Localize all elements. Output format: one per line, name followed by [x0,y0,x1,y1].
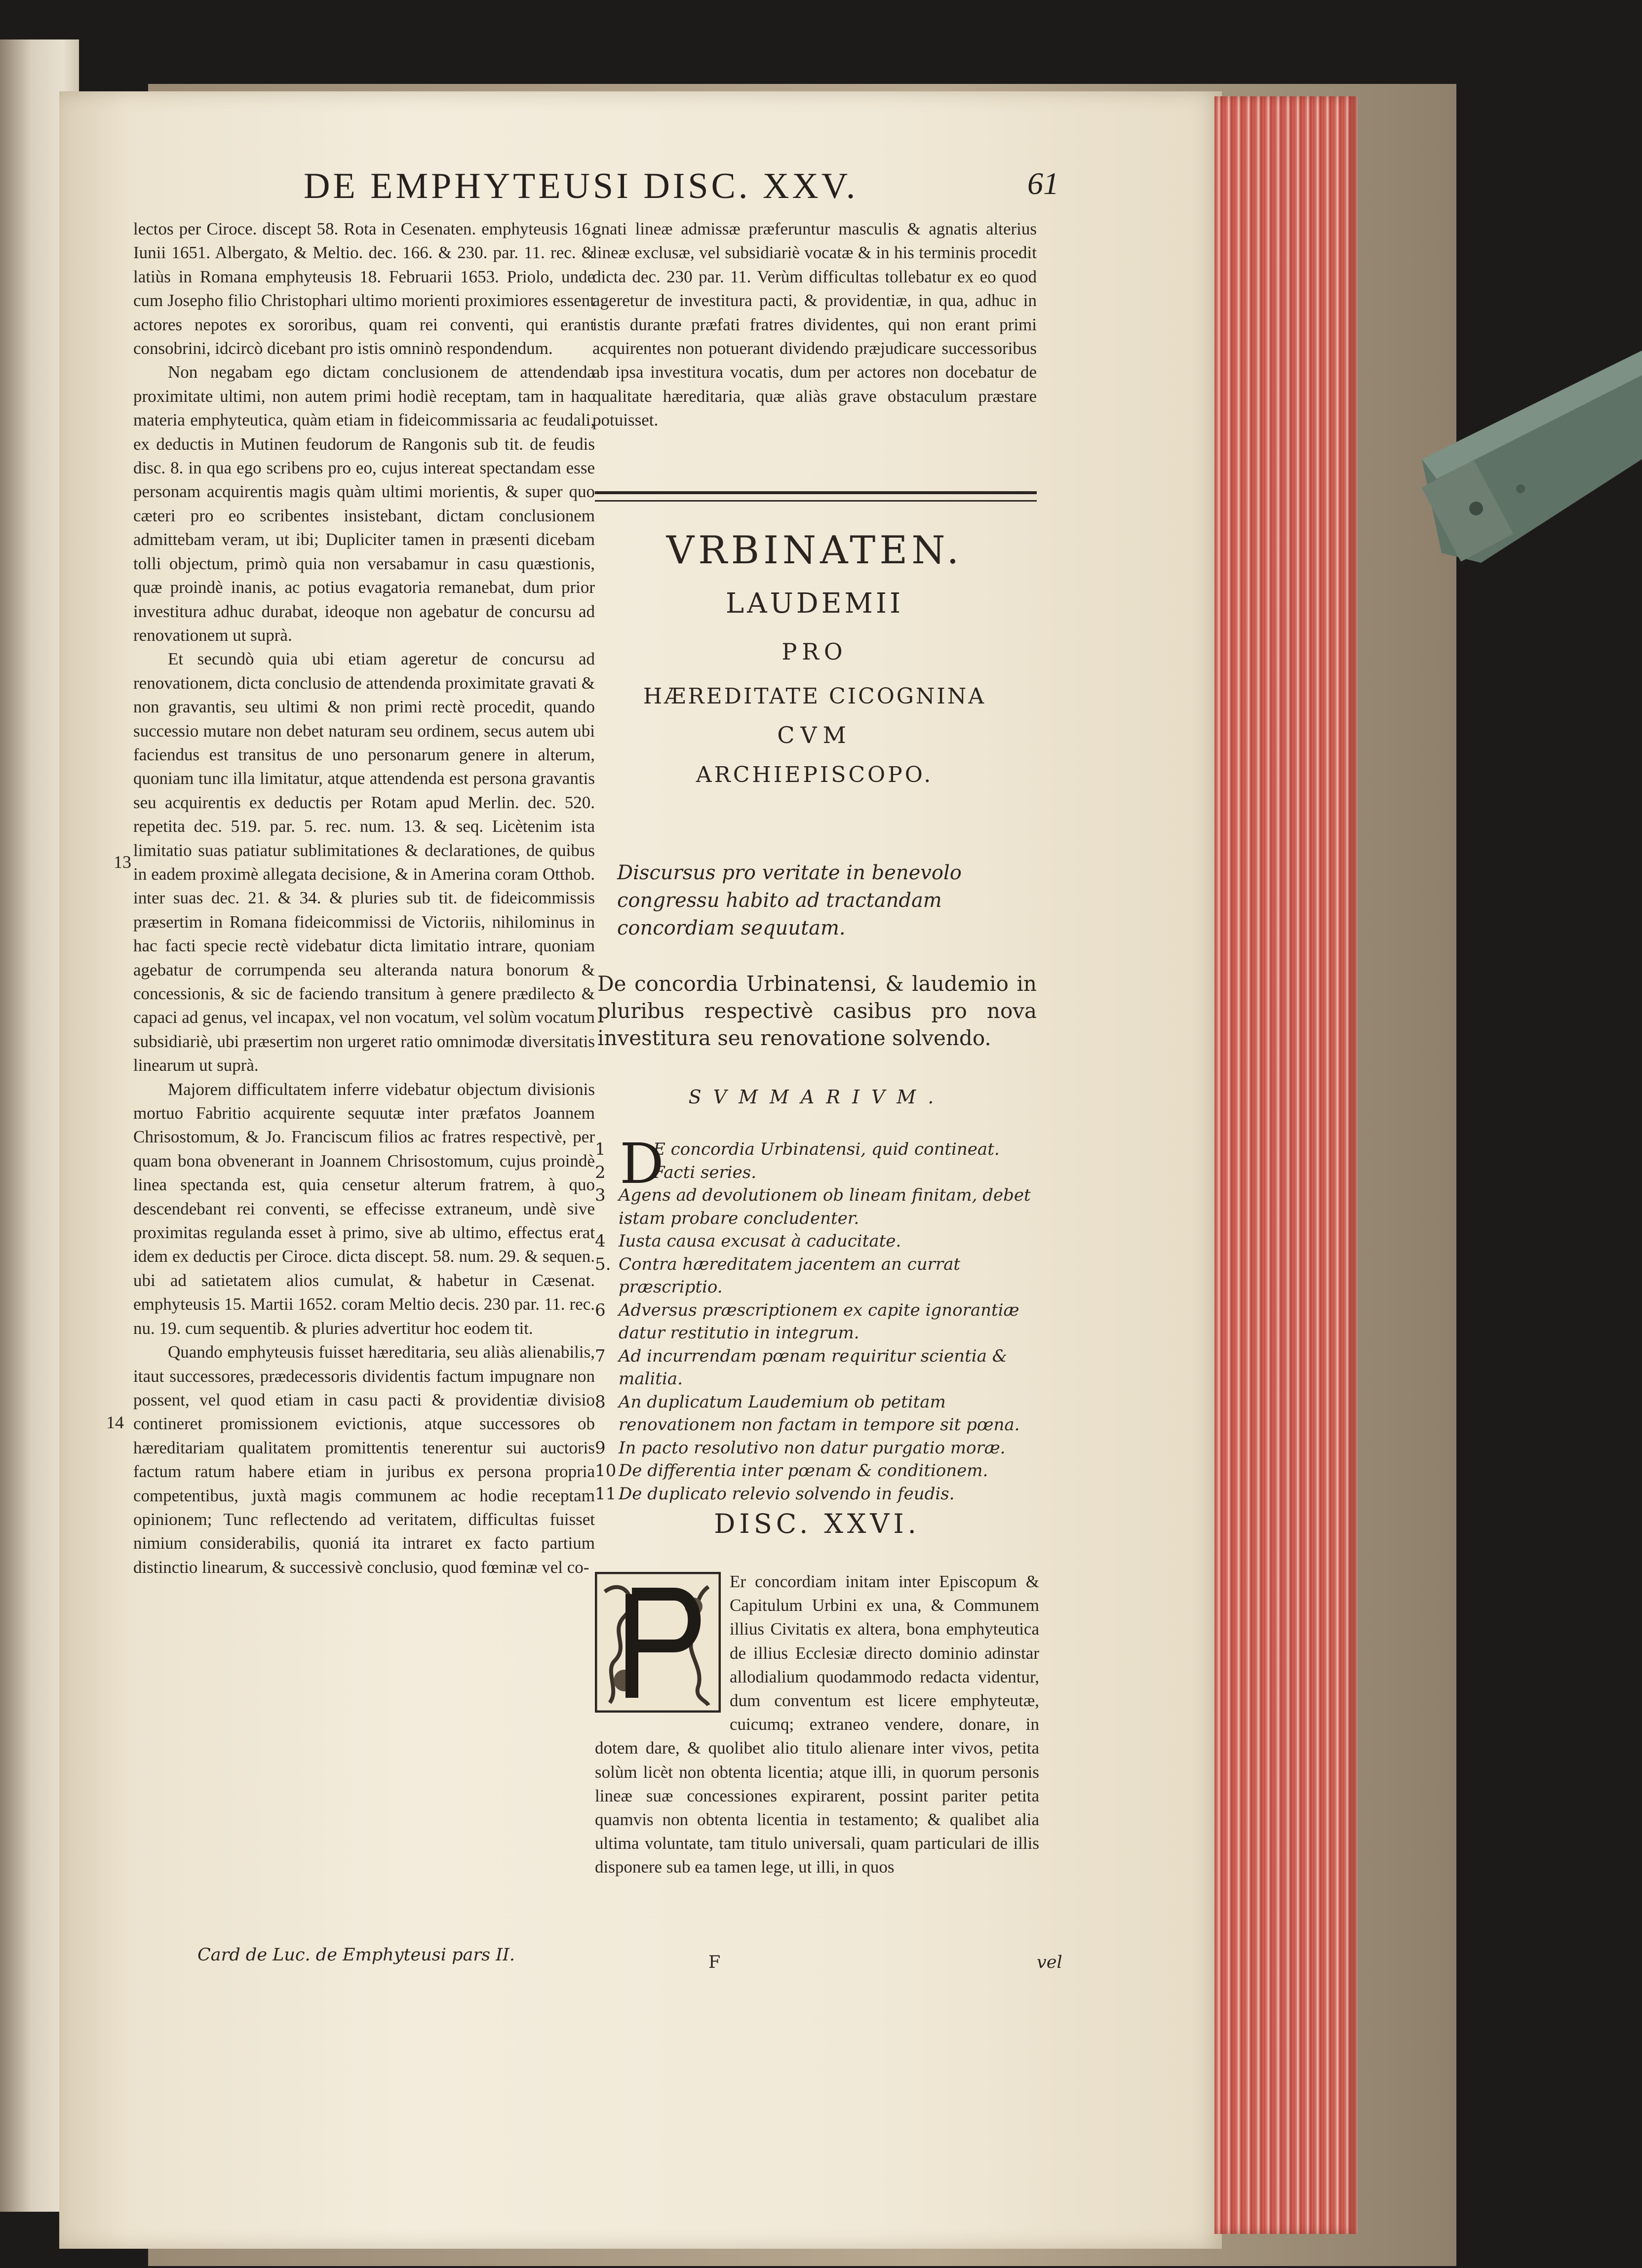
running-head: DE EMPHYTEUSI DISC. XXV. [304,166,859,206]
left-paragraph-2: Non negabam ego dictam conclusionem de attendenda proximitate ultimi, non autem primi hodiè receptam, tam in hac materia emphyteutica, quàm etiam in fideicommissaria ac feudali, ex deductis in Mutinen feudorum de Rangonis sub tit. de feudis disc. 8. in qua ego scribens pro eo, cujus intereat spectandam esse personam acquirentis magis quàm ultimi morientis, & super quo cæteri pro eo scribentes insistebant, dictam conclusionem admittebam veram, ut ibi; Dupliciter tamen in præsenti dicebam tolli objectum, primò quia non versabamur in casu quæstionis, quæ proindè inanis, ac potius evagatoria remanebat, dum prior investitura adhuc durabat, ideoque non agebatur de concursu ad renovationem ut suprà. [133,362,595,645]
summary-item [595,1299,1039,1345]
summary-item-number: 4 [595,1231,606,1251]
summary-item-number: 7 [595,1346,606,1366]
title-line-3: PRO [782,638,848,665]
summary-item-number: 1 [595,1139,606,1159]
summary-item-number: 2 [595,1162,606,1182]
summary-item [595,1483,1039,1506]
left-paragraph-3: Et secundò quia ubi etiam ageretur de concursu ad renovationem, dicta conclusio de attendenda proximitate gravati & non gravantis, seu ultimi & non primi rectè procedit, quando successio mutare non debet naturam seu ordinem, secus autem ubi faciendus est transitus de uno personarum genere in alterum, quoniam tunc illa limitatur, atque attendenda est persona gravantis seu acquirentis ex deductis per Rotam apud Merlin. dec. 520. repetita dec. 519. par. 5. rec. num. 13. & seq. Licètenim ista limitatio suas patiatur sublimitationes & declarationes, de quibus in eadem proximè allegata decisione, & in Amerina coram Otthob. inter suas dec. 21. & 34. & pluries sub tit. de fideicommissis præsertim in Romana fideicommissi de Victoriis, nihilominus in hac facti specie rectè videbatur dicta limitatio intrare, quoniam agebatur de corrumpenda seu alteranda natura bonorum & concessionis, & sic de faciendo transitum à genere prædilecto & capaci ad genus, vel incapax, vel non vocatum, vel solùm vocatum subsidiariè, ubi præsertim non urgeret ratio omnimodæ diversitatis linearum ut suprà. [133,649,595,1075]
summary-dropcap: D [620,1132,664,1196]
page-number: 61 [1027,166,1059,201]
summary-item [595,1459,1039,1483]
summary-item-number: 6 [595,1300,606,1320]
left-paragraph-4: Majorem difficultatem inferre videbatur objectum divisionis mortuo Fabritio acquirente sequutæ inter præfatos Joannem Chrisostomum, & Jo. Franciscum filios ac fratres respectivè, per quam bona obvenerant in Joannem Chrisostomum, cujus proindè linea spectanda est, quia censetur alterum fratrem, à quo descendebant rei conventi, se effecisse extraneum, undè sive proximitas regulanda esset à primo, sive ab ultimo, effectus erat idem ex deductis per Ciroce. dicta discept. 58. num. 29. & sequen. ubi ad satietatem alios cumulat, & habetur in Cæsenat. emphyteusis 15. Martii 1652. coram Meltio decis. 230 par. 11. rec. nu. 19. cum sequentib. & pluries advertitur hoc eodem tit. [133,1079,595,1338]
gathering-signature: F [708,1953,721,1972]
discourse-body-text: Er concordiam initam inter Episcopum & Capitulum Urbini ex una, & Communem illius Civitatis ex altera, bona emphyteutica de illius Ecclesiæ directo dominio adinstar allodialium quodammodo redacta videntur, dum conventum est licere emphyteutæ, cuicumq; extraneo vendere, donare, in dotem dare, & quolibet alio titulo alienare inter vivos, petita solùm licèt non obtenta licentia; atque illi, in quorum personis lineæ suæ concessiones expirarent, possint pariter petita quamvis non obtenta licentia in testamento; & qualibet alia ultima voluntate, tam titulo universali, quam particulari de illis disponere sub ea tamen lege, ut illi, in quos [595,1572,1039,1877]
summary-item [595,1230,1039,1253]
catchword: vel [1037,1953,1062,1972]
summary-item-text: In pacto resolutivo non datur purgatio moræ. [619,1438,1006,1458]
margin-number-14: 14 [106,1412,124,1432]
title-line-1: VRBINATEN. [666,528,963,573]
section-divider-rule [595,491,1037,502]
left-paragraph-5: Quando emphyteusis fuisset hæreditaria, seu aliàs alienabilis, itaut successores, prædecessoris dividentis factum impugnare non possent, vel quod etiam in casu pacti & providentiæ divisio contineret promissionem evictionis, atque successores ob hæreditariam qualitatem promittentis tenerentur sui auctoris factum ratum habere etiam in juribus ex persona propria competentibus, juxtà magis communem ac hodie receptam opinionem; Tunc reflectendo ad veritatem, difficultas fuisset nimium considerabilis, quoniá ita intraret ex facto partium distinctio linearum, & successivè conclusio, quod fœminæ vel co- [133,1342,595,1577]
summary-item-number: 5. [595,1254,611,1274]
summary-item-text: Adversus præscriptionem ex capite ignorantiæ datur restitutio in integrum. [619,1300,1019,1343]
margin-number-13: 13 [114,852,131,872]
left-paragraph-1: lectos per Ciroce. discept 58. Rota in Cesenaten. emphyteusis 16. Iunii 1651. Albergato, & Meltio. dec. 166. & 230. par. 11. rec. & latiùs in Romana emphyteusis 18. Februarii 1653. Priolo, unde cum Josepho filio Christophari ultimo morienti proximiores essent actores nepotes ex sororibus, quam rei conventi, qui erant consobrini, idcircò dicebant pro istis omninò respondendum. [133,219,595,358]
summary-item-number: 8 [595,1392,606,1412]
footer-signature-line: Card de Luc. de Emphyteusi pars II. [197,1945,515,1965]
summary-item-text: E concordia Urbinatensi, quid contineat. [653,1139,1000,1159]
page-fore-edge [1214,96,1358,2234]
discourse-subtitle: Discursus pro veritate in benevolo congressu habito ad tractandam concordiam sequutam. [617,861,962,939]
summary-item-text: De duplicato relevio solvendo in feudis. [619,1484,955,1504]
title-line-5: CVM [777,722,852,748]
summary-item [595,1253,1039,1299]
right-column-continuation [592,217,1037,459]
summary-item [595,1345,1039,1391]
page-header [269,165,1059,220]
section-description: De concordia Urbinatensi, & laudemio in pluribus respectivè casibus pro nova investitura seu renovatione solvendo. [597,972,1037,1050]
title-line-6: ARCHIEPISCOPO. [696,762,934,787]
summary-item-number: 3 [595,1185,606,1205]
metal-clasp [1422,296,1642,642]
discourse-body [595,1570,1039,1950]
summary-item-text: An duplicatum Laudemium ob petitam renovationem non factam in tempore sit pœna. [619,1392,1020,1435]
summary-item-number: 9 [595,1438,606,1458]
right-top-paragraph: gnati lineæ admissæ præferuntur masculis & agnatis alterius lineæ exclusæ, vel subsidiariè vocatæ & in his terminis procedit dicta dec. 230 par. 11. Verùm difficultas tollebatur ex eo quod ageretur de investitura pacti, & providentiæ, in qua, adhuc in istis durante præfati fratres dividentes, qui non erant primi acquirentes non potuerant dividendo præjudicare successoribus ab ipsa investitura vocatis, dum per actores non docebatur de qualitate hæreditaria, quæ aliàs grave obstaculum præstare potuisset. [592,219,1037,430]
title-line-4: HÆREDITATE CICOGNINA [643,684,986,709]
summary-item-text: Contra hæreditatem jacentem an currat præscriptio. [619,1254,961,1297]
summary-heading: SVMMARIVM. [688,1086,946,1108]
summary-item-number: 10 [595,1461,617,1481]
discourse-heading: DISC. XXVI. [714,1508,920,1539]
summary-item [595,1391,1039,1437]
summary-item-text: De differentia inter pœnam & conditionem. [619,1461,988,1481]
summary-item-text: Iusta causa excusat à caducitate. [619,1231,901,1251]
left-column [133,217,595,1994]
summary-item-number: 11 [595,1484,617,1504]
summary-item [595,1437,1039,1460]
case-title [592,528,1037,787]
summary-item-text: Ad incurrendam pœnam requiritur scientia & malitia. [619,1346,1007,1389]
decorated-initial-p-icon [595,1572,721,1713]
summary-item-text: Facti series. [653,1162,757,1182]
summary-item-text: Agens ad devolutionem ob lineam finitam, debet istam probare concludenter. [619,1185,1031,1228]
title-line-2: LAUDEMII [725,587,904,620]
